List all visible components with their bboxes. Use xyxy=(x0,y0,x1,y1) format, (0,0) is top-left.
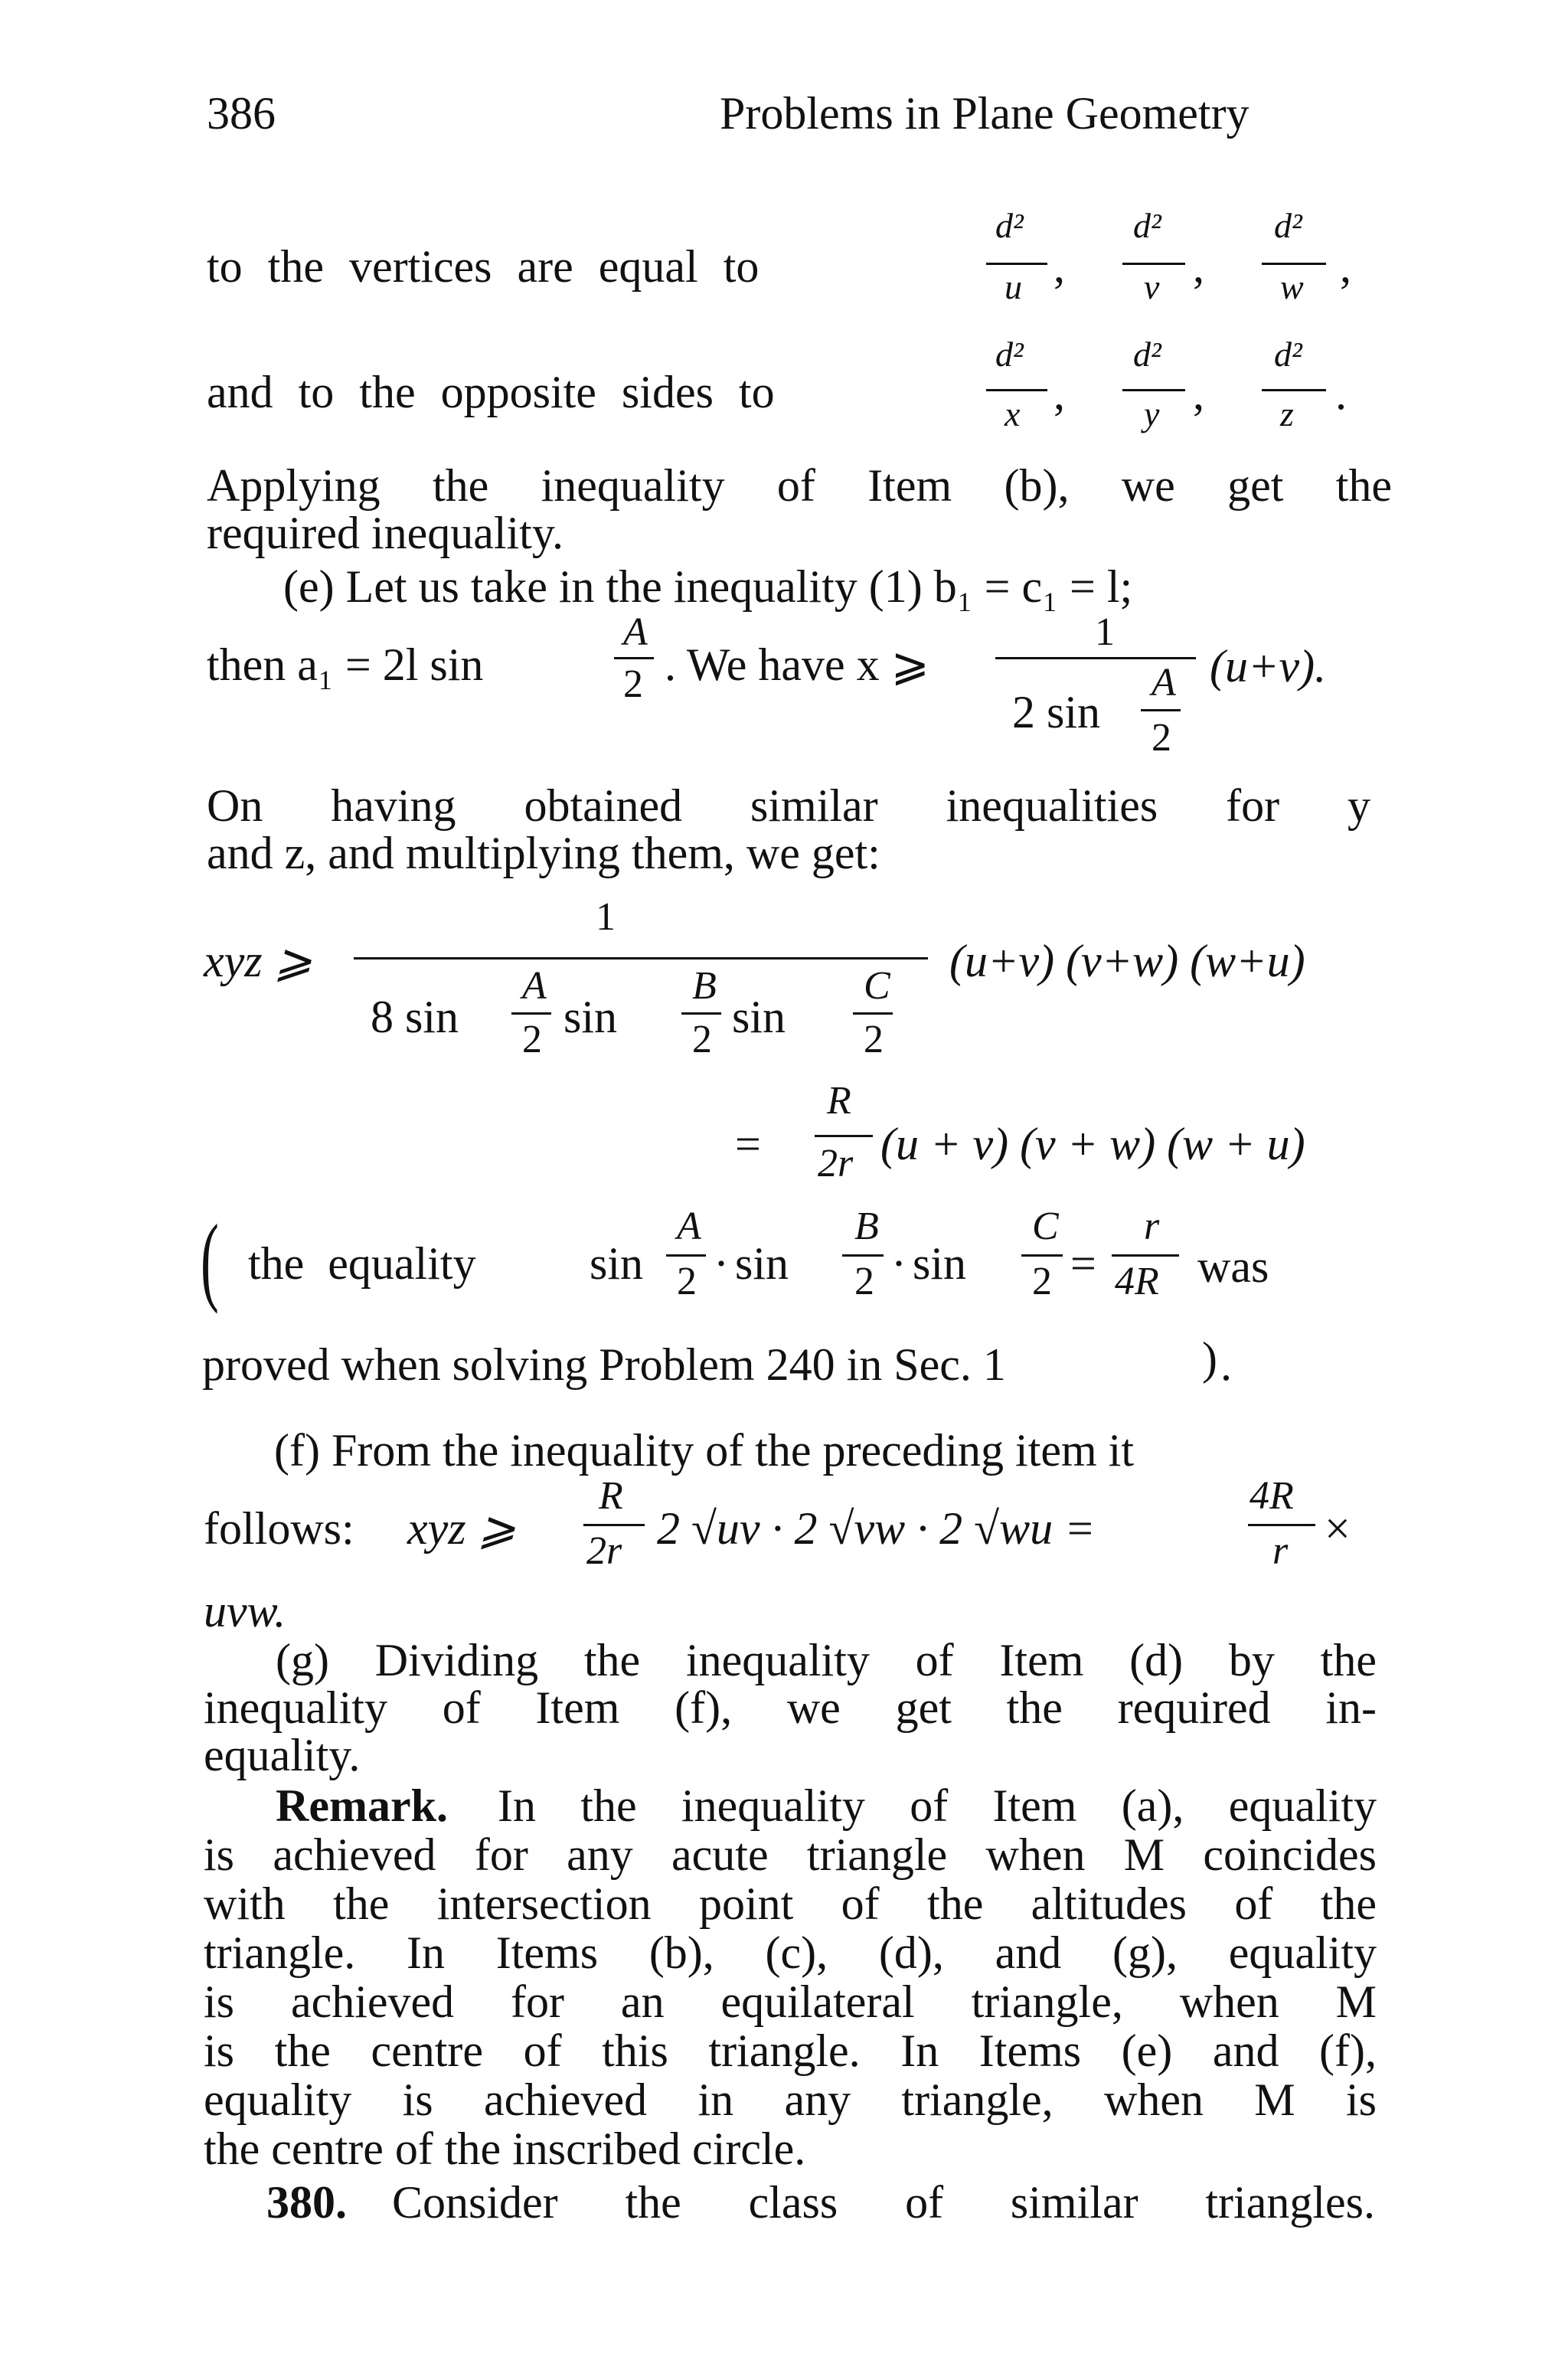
problem-number: 380. xyxy=(266,2177,347,2228)
paragraph-line: Applying the inequality of Item (b), we get the xyxy=(207,460,1392,511)
remark-line: is achieved for any acute triangle when M coincides xyxy=(204,1829,1377,1880)
remark-line: is the centre of this triangle. In Items (e) and (f), xyxy=(204,2025,1377,2076)
item-e-line: (e) Let us take in the inequality (1) b₁ = c₁ = l; xyxy=(283,561,1133,612)
close-paren: ) xyxy=(1202,1333,1217,1384)
paragraph-line: On having obtained similar inequalities for y xyxy=(207,780,1370,831)
item-g-line: (g) Dividing the inequality of Item (d) by the xyxy=(276,1635,1377,1685)
paragraph-line: required inequality. xyxy=(207,508,564,558)
item-e-then: then a₁ = 2l sin xyxy=(207,639,484,690)
remark-line: is achieved for an equilateral triangle, when M xyxy=(204,1976,1377,2027)
text-line: and to the opposite sides to xyxy=(207,367,775,417)
item-f-line: (f) From the inequality of the preceding item it xyxy=(274,1425,1135,1476)
problem-text: Consider the class of similar triangles. xyxy=(392,2177,1375,2228)
remark-line: triangle. In Items (b), (c), (d), and (g), equality xyxy=(204,1927,1377,1978)
remark-label: Remark. xyxy=(276,1780,448,1831)
open-paren: ( xyxy=(201,1205,219,1315)
item-g-line: inequality of Item (f), we get the required in- xyxy=(204,1682,1377,1733)
item-g-line: equality. xyxy=(204,1730,361,1780)
paragraph-line: and z, and multiplying them, we get: xyxy=(207,828,880,878)
page-number: 386 xyxy=(207,88,276,139)
text-line: to the vertices are equal to xyxy=(207,241,760,292)
remark-line: equality is achieved in any triangle, when M is xyxy=(204,2074,1377,2125)
paren-line: proved when solving Problem 240 in Sec. 1 xyxy=(202,1339,1006,1390)
remark-line: In the inequality of Item (a), equality xyxy=(498,1780,1377,1831)
remark-line: the centre of the inscribed circle. xyxy=(204,2123,806,2174)
remark-line: with the intersection point of the altitudes of the xyxy=(204,1878,1377,1929)
running-title: Problems in Plane Geometry xyxy=(720,88,1250,139)
